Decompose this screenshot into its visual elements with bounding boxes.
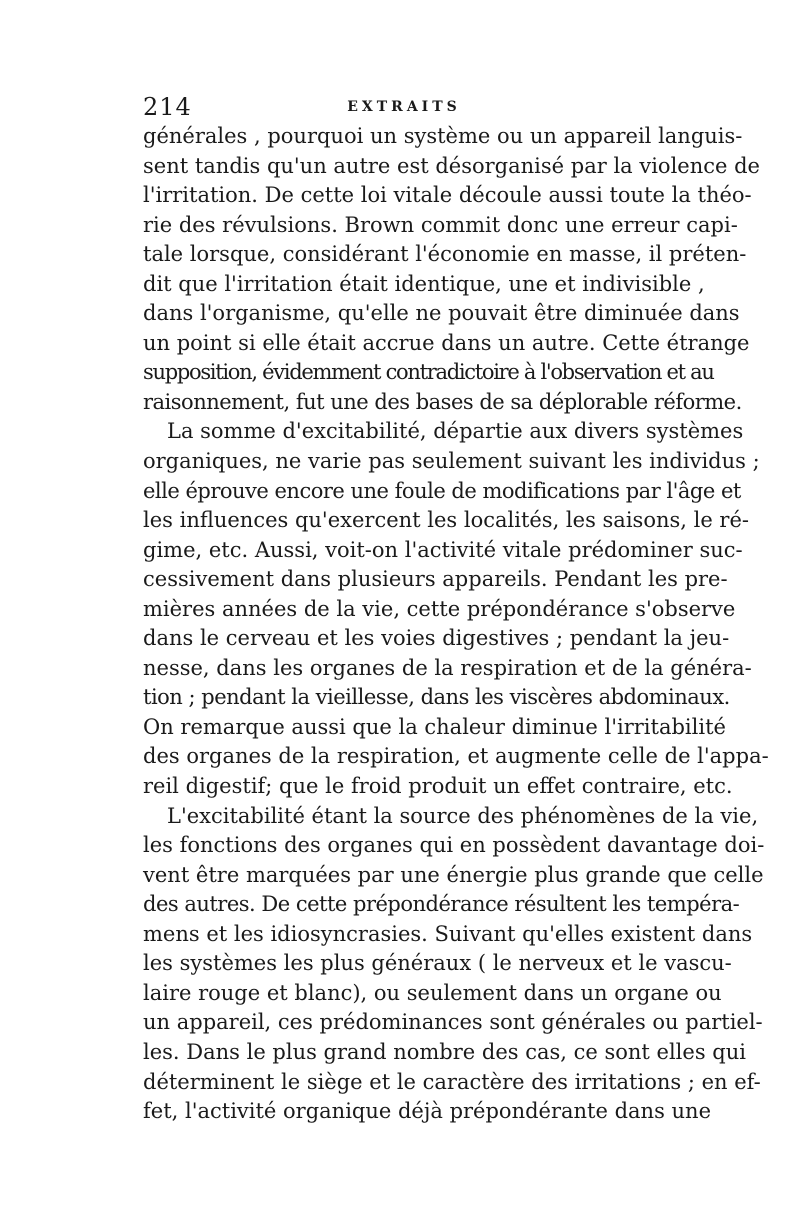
text-line: L'excitabilité étant la source des phénomènes de la vie, (167, 803, 759, 828)
text-line: cessivement dans plusieurs appareils. Pendant les pre- (143, 567, 728, 592)
text-line: des autres. De cette prépondérance résultent les tempéra- (143, 892, 740, 917)
text-line: des organes de la respiration, et augmente celle de l'appa- (143, 744, 769, 769)
text-line: dans le cerveau et les voies digestives ; pendant la jeu- (143, 626, 730, 651)
body-text (143, 122, 769, 1127)
text-line: organiques, ne varie pas seulement suivant les individus ; (143, 449, 760, 474)
text-line: La somme d'excitabilité, départie aux divers systèmes (167, 419, 744, 444)
text-line: elle éprouve encore une foule de modifications par l'âge et (143, 478, 741, 503)
page-header (143, 92, 665, 122)
text-line: fet, l'activité organique déjà prépondérante dans une (143, 1099, 712, 1124)
text-line: rie des révulsions. Brown commit donc une erreur capi- (143, 212, 738, 237)
text-line: laire rouge et blanc), ou seulement dans un organe ou (143, 980, 722, 1005)
text-line: l'irritation. De cette loi vitale découle aussi toute la théo- (143, 183, 752, 208)
text-line: sent tandis qu'un autre est désorganisé par la violence de (143, 153, 760, 178)
page-number: 214 (143, 93, 192, 121)
text-line: les fonctions des organes qui en possèdent davantage doi- (143, 833, 765, 858)
text-line: nesse, dans les organes de la respiration et de la généra- (143, 655, 752, 680)
text-line: On remarque aussi que la chaleur diminue l'irritabilité (143, 714, 726, 739)
text-line: mens et les idiosyncrasies. Suivant qu'elles existent dans (143, 921, 753, 946)
text-line: vent être marquées par une énergie plus grande que celle (143, 862, 764, 887)
text-line: déterminent le siège et le caractère des irritations ; en ef- (143, 1069, 761, 1094)
text-line: tion ; pendant la vieillesse, dans les viscères abdominaux. (143, 685, 730, 710)
text-line: tale lorsque, considérant l'économie en masse, il préten- (143, 242, 747, 267)
text-line: raisonnement, fut une des bases de sa déplorable réforme. (143, 389, 742, 414)
running-title: EXTRAITS (347, 99, 461, 115)
text-line: reil digestif; que le froid produit un effet contraire, etc. (143, 774, 733, 799)
text-line: les systèmes les plus généraux ( le nerveux et le vascu- (143, 951, 732, 976)
text-line: générales , pourquoi un système ou un appareil languis- (143, 124, 743, 148)
text-line: mières années de la vie, cette prépondérance s'observe (143, 596, 736, 621)
text-line: supposition, évidemment contradictoire à l'observation et au (143, 360, 714, 385)
text-line: les influences qu'exercent les localités, les saisons, le ré- (143, 508, 749, 533)
text-line: gime, etc. Aussi, voit-on l'activité vitale prédominer suc- (143, 537, 743, 562)
text-line: dit que l'irritation était identique, une et indivisible , (143, 271, 705, 296)
text-line: les. Dans le plus grand nombre des cas, ce sont elles qui (143, 1039, 746, 1064)
text-line: dans l'organisme, qu'elle ne pouvait être diminuée dans (143, 301, 740, 326)
text-line: un appareil, ces prédominances sont générales ou partiel- (143, 1010, 763, 1035)
text-line: un point si elle était accrue dans un autre. Cette étrange (143, 330, 750, 355)
